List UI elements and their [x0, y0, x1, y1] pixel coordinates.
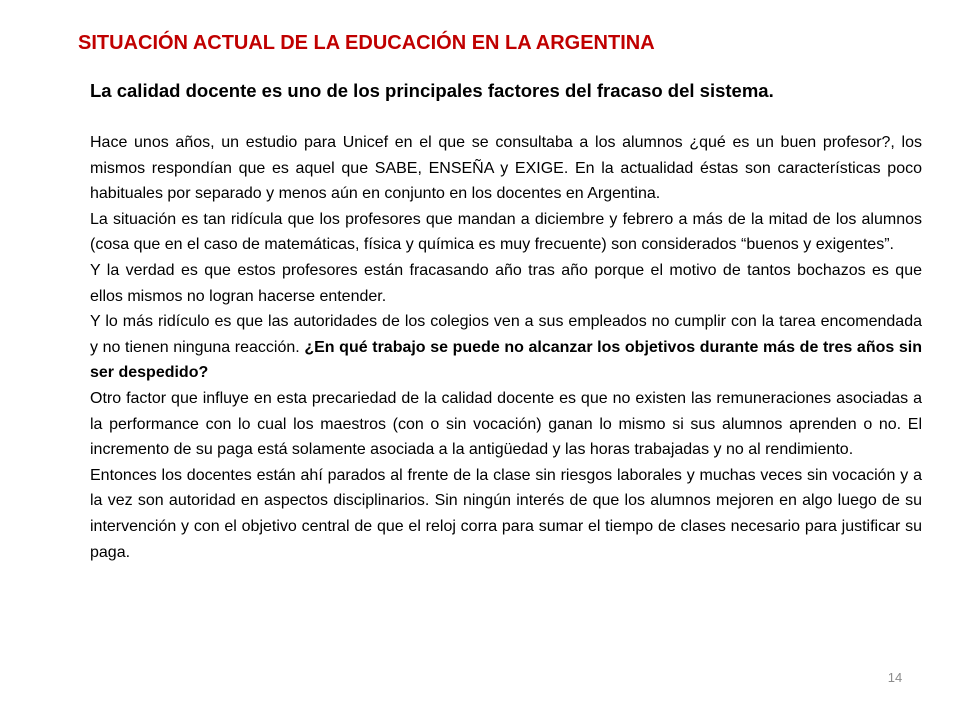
paragraph-remuneration: Otro factor que influye en esta precariedad de la calidad docente es que no existen las remuneraciones asociadas a la performance con lo cual los maestros (con o sin vocación) ganan lo mismo si sus alumnos aprenden o no. El incremento de su paga está solamente asociada a la antigüedad y las horas trabajadas y no al rendimiento.	[90, 389, 922, 459]
paragraph-unicef-study: Hace unos años, un estudio para Unicef en el que se consultaba a los alumnos ¿qué es un buen profesor?, los mismos respondían que es aquel que SABE, ENSEÑA y EXIGE. En la actualidad éstas son características poco habituales por separado y menos aún en conjunto en los docentes en Argentina.	[90, 134, 922, 203]
paragraph-teachers-failing: Y la verdad es que estos profesores están fracasando año tras año porque el motivo de tantos bochazos es que ellos mismos no logran hacerse entender.	[90, 261, 922, 305]
paragraph-ridiculous-situation: La situación es tan ridícula que los profesores que mandan a diciembre y febrero a más de la mitad de los alumnos (cosa que en el caso de matemáticas, física y química es muy frecuente) son considerados “buenos y exigentes”.	[90, 210, 922, 254]
authorities-text: Y lo más ridículo es que las autoridades de los colegios ven a sus empleados no cumplir con la tarea encomendada y no tienen ninguna reacción.	[90, 313, 922, 356]
paragraph-conclusion: Entonces los docentes están ahí parados al frente de la clase sin riesgos laborales y muchas veces sin vocación y a la vez son autoridad en aspectos disciplinarios. Sin ningún interés de que los alumnos mejoren en algo luego de su intervención y con el objetivo central de que el reloj corra para sumar el tiempo de clases necesario para justificar su paga.	[90, 466, 922, 561]
slide-title: SITUACIÓN ACTUAL DE LA EDUCACIÓN EN LA ARGENTINA	[78, 32, 655, 54]
slide-subtitle: La calidad docente es uno de los principales factores del fracaso del sistema.	[90, 80, 774, 101]
body-text	[90, 130, 922, 565]
authorities-question: ¿En qué trabajo se puede no alcanzar los objetivos durante más de tres años sin ser despedido?	[90, 338, 923, 382]
paragraph-authorities	[90, 309, 922, 386]
page-number: 14	[887, 670, 903, 685]
